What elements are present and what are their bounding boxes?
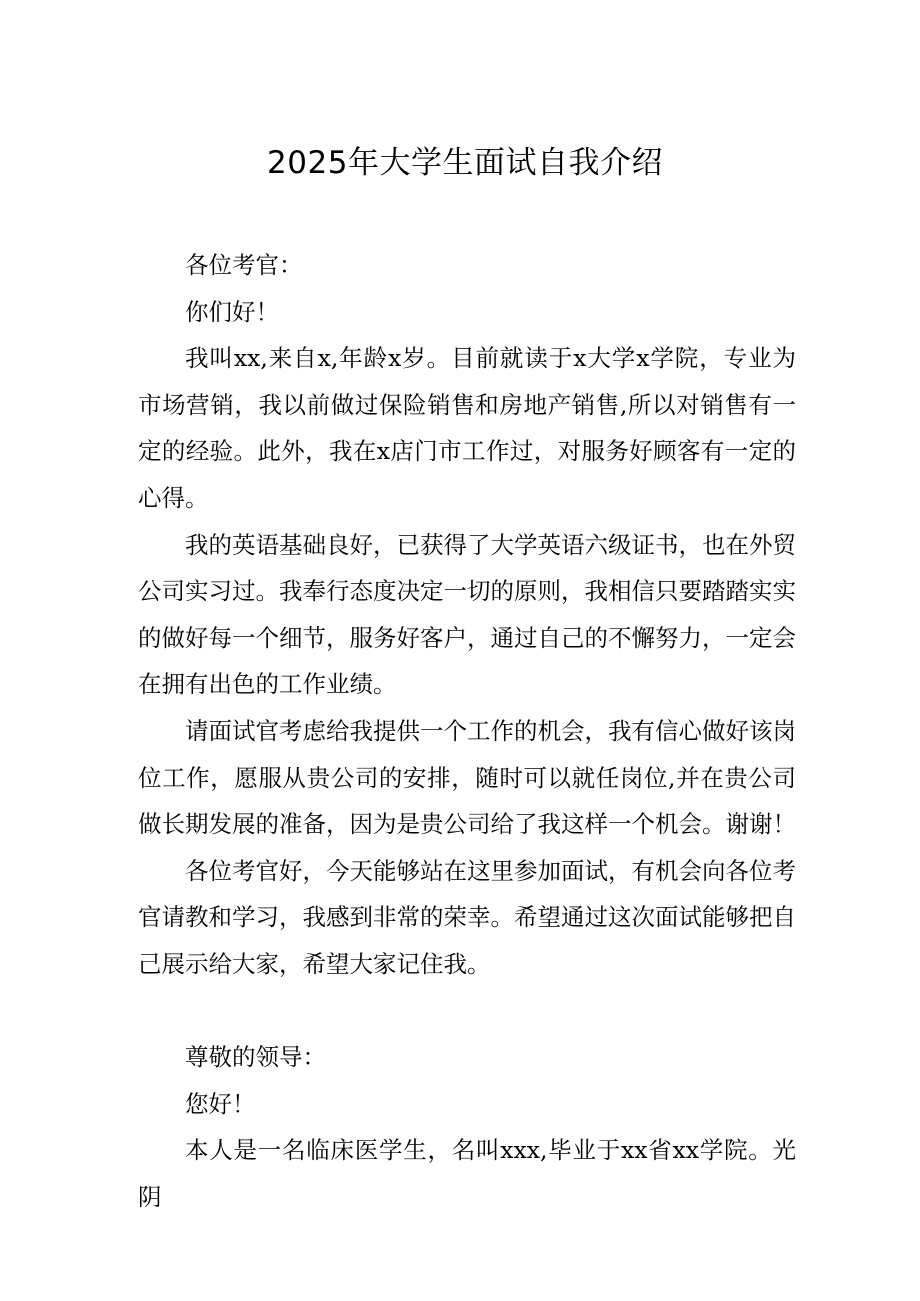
paragraph: 我叫xx,来自x,年龄x岁。目前就读于x大学x学院，专业为市场营销，我以前做过保险销售和房地产销售,所以对销售有一定的经验。此外，我在x店门市工作过，对服务好顾客有一定的心得。 bbox=[138, 344, 796, 512]
section-gap bbox=[138, 988, 796, 1035]
document-title: 2025年大学生面试自我介绍 bbox=[267, 145, 663, 181]
paragraph: 各位考官好，今天能够站在这里参加面试，有机会向各位考官请教和学习，我感到非常的荣幸。希望通过这次面试能够把自己展示给大家，希望大家记住我。 bbox=[138, 856, 796, 978]
salutation: 各位考官： bbox=[185, 251, 303, 279]
paragraph: 本人是一名临床医学生，名叫xxx,毕业于xx省xx学院。光阴 bbox=[138, 1136, 796, 1211]
greeting: 您好！ bbox=[185, 1089, 256, 1118]
greeting: 你们好！ bbox=[185, 297, 279, 326]
paragraph: 请面试官考虑给我提供一个工作的机会，我有信心做好该岗位工作，愿服从贵公司的安排，随时可以就任岗位,并在贵公司做长期发展的准备，因为是贵公司给了我这样一个机会。谢谢！ bbox=[138, 716, 796, 839]
document-body bbox=[138, 242, 796, 1220]
salutation: 尊敬的领导： bbox=[185, 1043, 326, 1072]
paragraph: 我的英语基础良好，已获得了大学英语六级证书，也在外贸公司实习过。我奉行态度决定一切的原则，我相信只要踏踏实实的做好每一个细节，服务好客户，通过自己的不懈努力，一定会在拥有出色的工作业绩。 bbox=[138, 530, 796, 699]
